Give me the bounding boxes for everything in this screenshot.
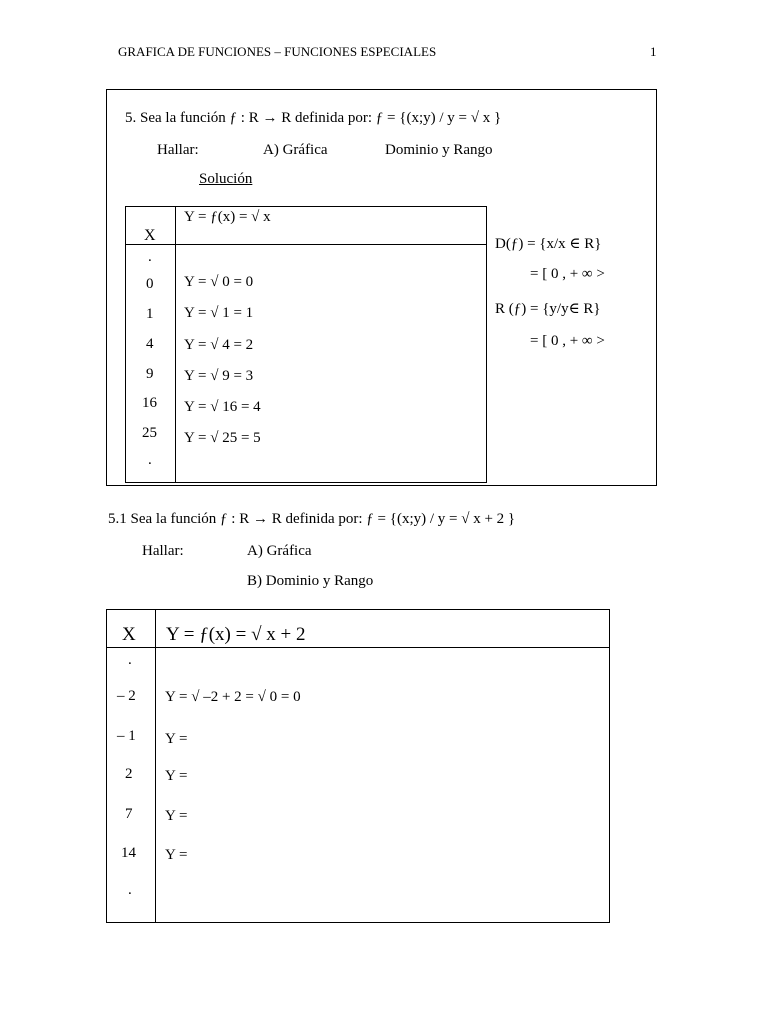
- p51-row-y: Y =: [165, 768, 188, 784]
- p5-row-y: Y = √ 1 = 1: [184, 305, 254, 321]
- problem-5-table-col-divider: [175, 206, 176, 482]
- p5-row-x: 0: [146, 276, 154, 292]
- problem-51-hallar-b: B) Dominio y Rango: [247, 573, 374, 589]
- p5-row-y: Y = √ 4 = 2: [184, 337, 254, 353]
- p51-row-x: – 1: [117, 728, 136, 744]
- p51-row-x: 14: [121, 845, 136, 861]
- range-line-2: = [ 0 , + ∞ >: [530, 333, 605, 349]
- p51-row-x: – 2: [117, 688, 136, 704]
- p51-row-y: Y =: [165, 731, 188, 747]
- p51-row-x: .: [128, 882, 132, 898]
- problem-5-hallar-a: A) Gráfica: [263, 142, 328, 158]
- p5-row-x: 4: [146, 336, 154, 352]
- p5-row-y: Y = √ 25 = 5: [184, 430, 261, 446]
- p51-row-y: Y =: [165, 808, 188, 824]
- page-header-title: GRAFICA DE FUNCIONES – FUNCIONES ESPECIALES: [118, 44, 437, 59]
- problem-51-hallar-label: Hallar:: [142, 543, 184, 559]
- p51-row-y: Y =: [165, 847, 188, 863]
- domain-line-1: D(ƒ) = {x/x ∈ R}: [495, 236, 602, 252]
- problem-5-col-y-header: Y = ƒ(x) = √ x: [184, 209, 271, 225]
- p5-row-x: 25: [142, 425, 157, 441]
- p51-row-y: Y = √ –2 + 2 = √ 0 = 0: [165, 689, 301, 705]
- p5-row-y: Y = √ 9 = 3: [184, 368, 254, 384]
- problem-51-statement: 5.1 Sea la función ƒ : R → R definida por: ƒ = {(x;y) / y = √ x + 2 }: [108, 511, 516, 527]
- p5-row-x: .: [148, 249, 152, 265]
- problem-5-table: [125, 206, 487, 483]
- problem-51-table: [106, 609, 610, 923]
- p5-row-x: 9: [146, 366, 154, 382]
- p51-row-x: 7: [125, 806, 133, 822]
- problem-51-col-x-header: X: [122, 624, 136, 645]
- problem-5-hallar-label: Hallar:: [157, 142, 199, 158]
- domain-line-2: = [ 0 , + ∞ >: [530, 266, 605, 282]
- problem-5-table-header-divider: [125, 244, 486, 245]
- problem-5-hallar-b: Dominio y Rango: [385, 142, 493, 158]
- p5-row-y: Y = √ 16 = 4: [184, 399, 261, 415]
- problem-51-col-y-header: Y = ƒ(x) = √ x + 2: [166, 624, 306, 645]
- p51-row-x: .: [128, 652, 132, 668]
- problem-5-solucion: Solución: [199, 171, 253, 187]
- p5-row-x: 1: [146, 306, 154, 322]
- p5-row-y: Y = √ 0 = 0: [184, 274, 254, 290]
- p5-row-x: 16: [142, 395, 157, 411]
- problem-51-table-col-divider: [155, 609, 156, 922]
- p51-row-x: 2: [125, 766, 133, 782]
- problem-51-hallar-a: A) Gráfica: [247, 543, 312, 559]
- problem-5-statement: 5. Sea la función ƒ : R → R definida por: ƒ = {(x;y) / y = √ x }: [125, 110, 502, 126]
- range-line-1: R (ƒ) = {y/y∈ R}: [495, 301, 601, 317]
- p5-row-x: .: [148, 452, 152, 468]
- problem-51-table-header-divider: [106, 647, 609, 648]
- page-number: 1: [650, 44, 657, 59]
- problem-5-col-x-header: X: [144, 227, 156, 244]
